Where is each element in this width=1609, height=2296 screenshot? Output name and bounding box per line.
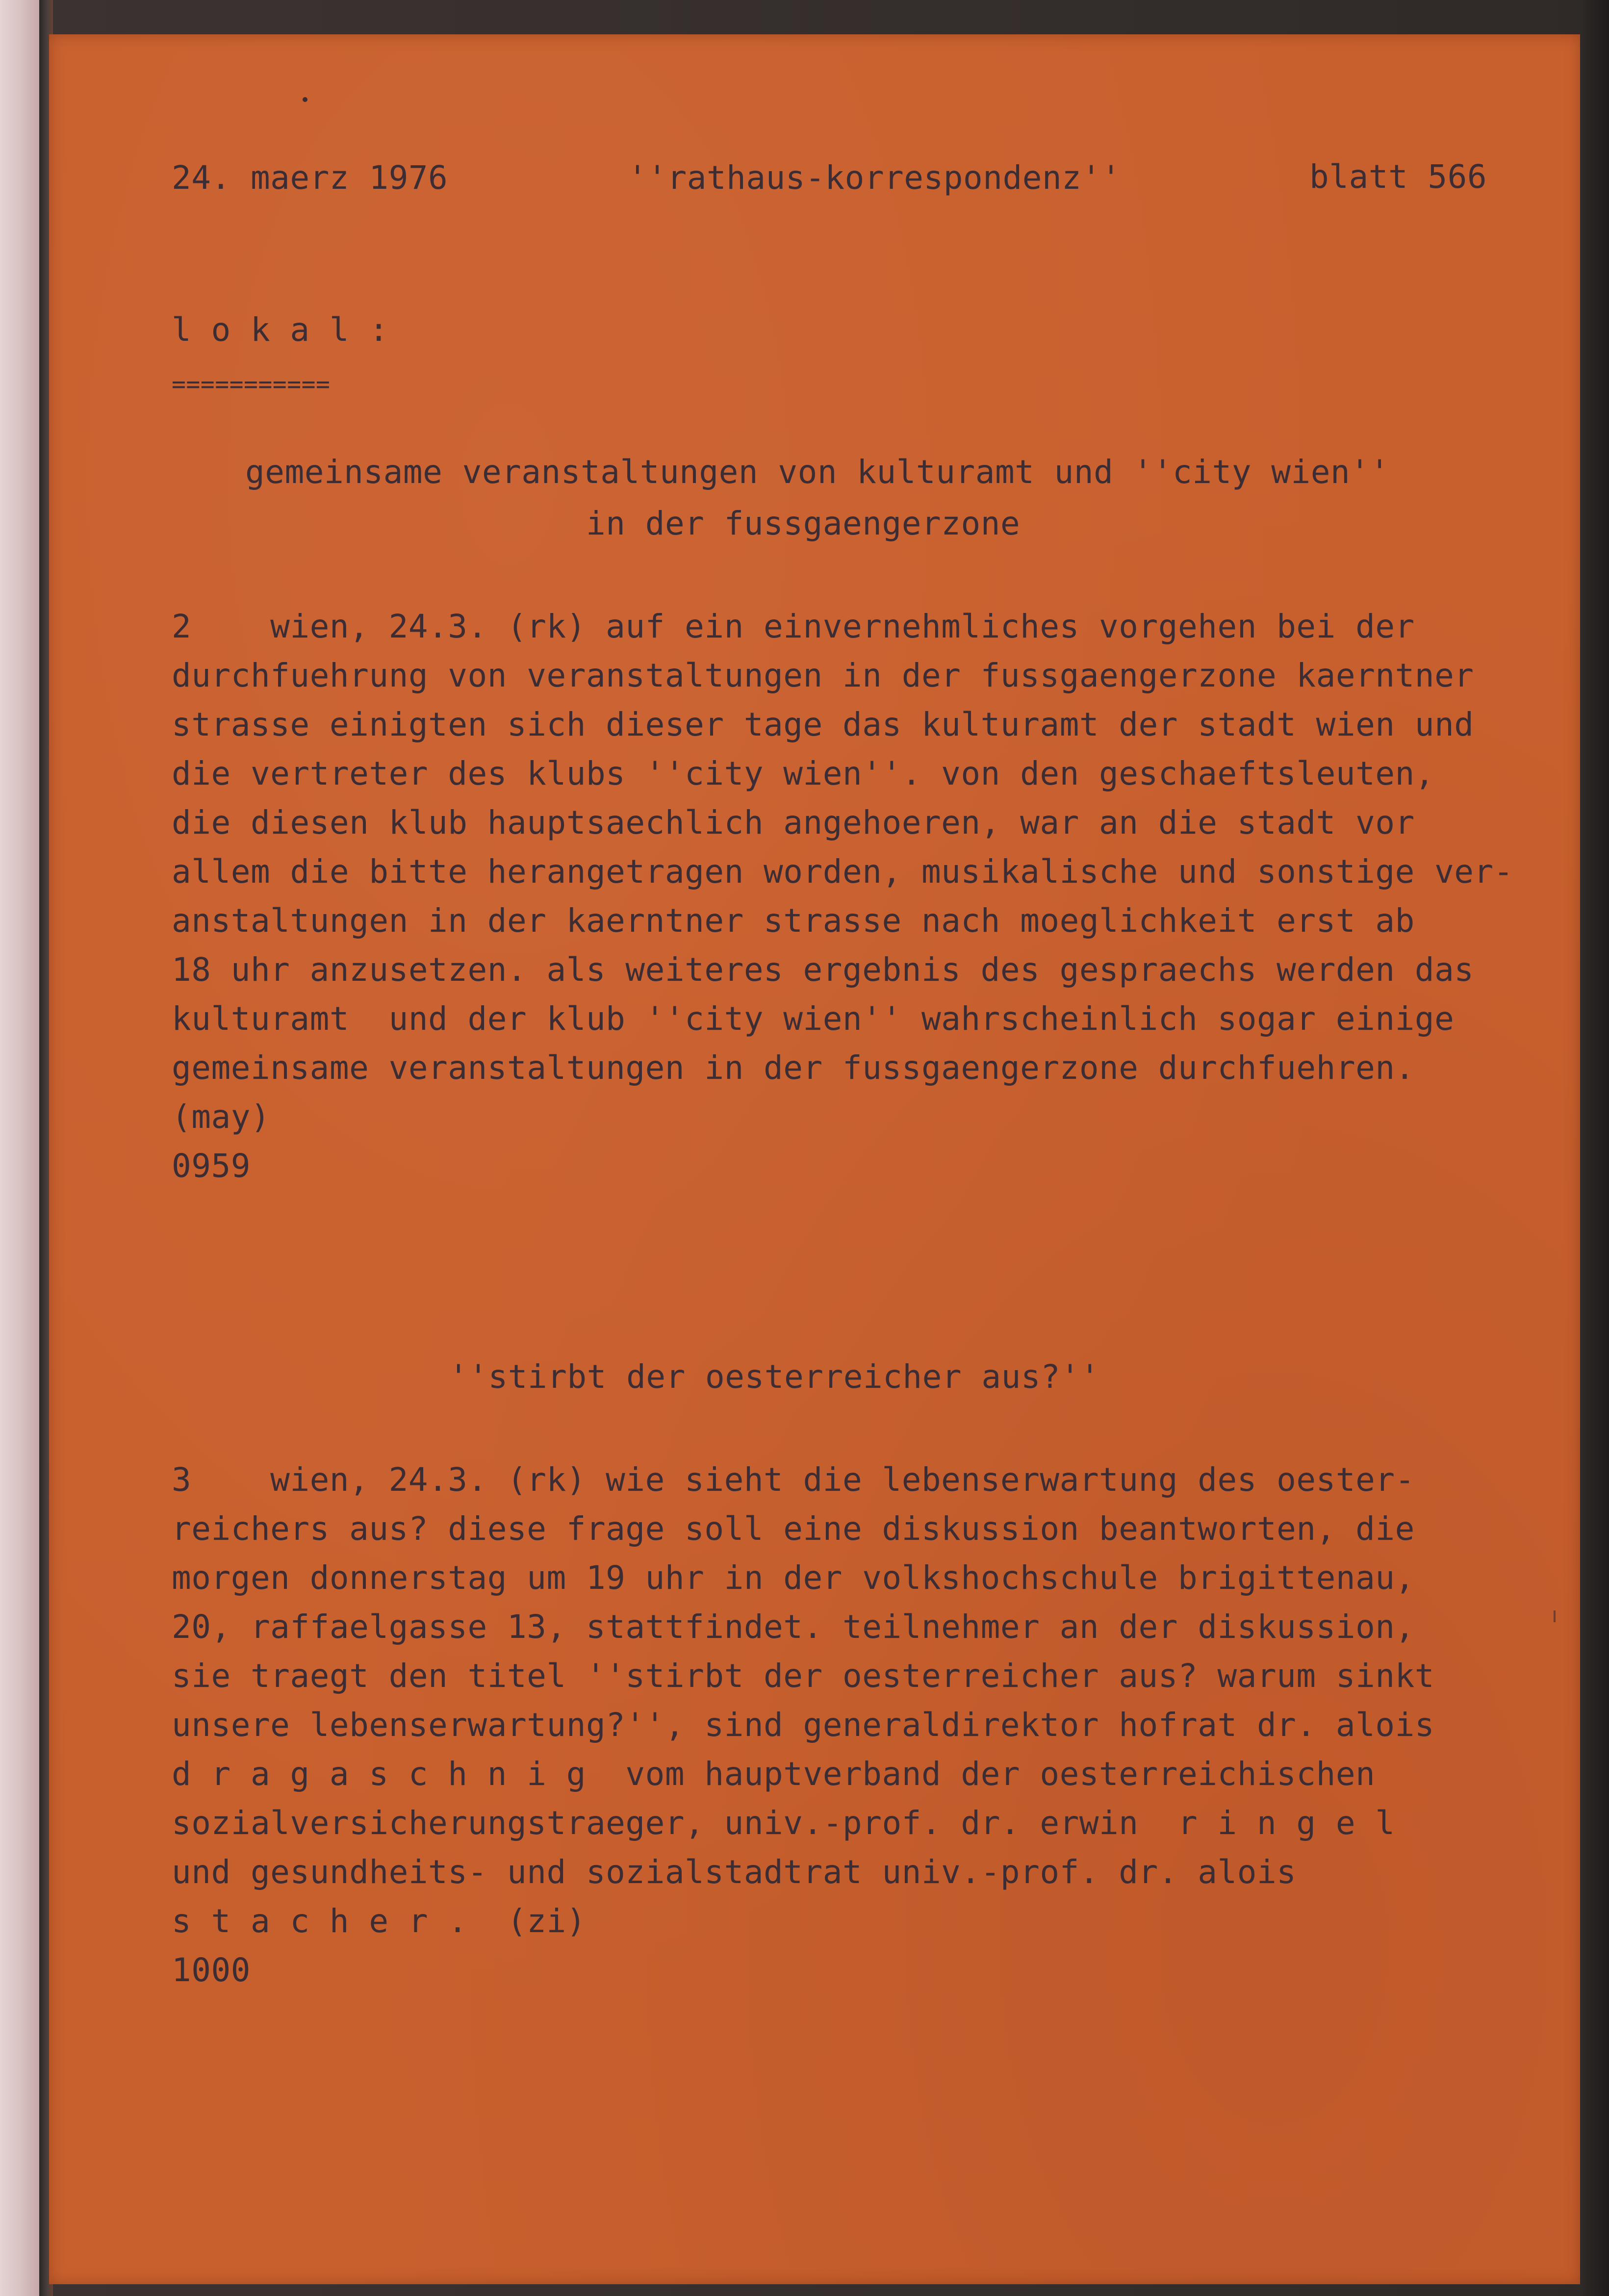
header-page-number: blatt 566: [1309, 158, 1487, 196]
ink-dot: [303, 97, 307, 102]
article1-line: allem die bitte herangetragen worden, musikalische und sonstige ver-: [172, 853, 1514, 891]
article2-line: reichers aus? diese frage soll eine diskussion beantworten, die: [172, 1510, 1415, 1548]
right-scan-border: [1580, 0, 1609, 2296]
article1-headline-line2: in der fussgaengerzone: [586, 505, 1021, 542]
article1-line: 2 wien, 24.3. (rk) auf ein einvernehmliches vorgehen bei der: [172, 608, 1415, 645]
article1-byline: (may): [172, 1098, 271, 1136]
article2-line: und gesundheits- und sozialstadtrat univ.-prof. dr. alois: [172, 1853, 1297, 1891]
article2-line: sie traegt den titel ''stirbt der oesterreicher aus? warum sinkt: [172, 1657, 1435, 1695]
article1-headline-line1: gemeinsame veranstaltungen von kulturamt und ''city wien'': [245, 453, 1390, 491]
article1-timestamp: 0959: [172, 1147, 251, 1185]
article1-line: anstaltungen in der kaerntner strasse nach moeglichkeit erst ab: [172, 902, 1415, 940]
article2-byline: s t a c h e r . (zi): [172, 1902, 586, 1940]
article2-line: unsere lebenserwartung?'', sind generaldirektor hofrat dr. alois: [172, 1706, 1435, 1744]
article2-line: 20, raffaelgasse 13, stattfindet. teilnehmer an der diskussion,: [172, 1608, 1415, 1646]
header-publication: ''rathaus-korrespondenz'': [628, 159, 1121, 197]
article1-line: kulturamt und der klub ''city wien'' wahrscheinlich sogar einige: [172, 1000, 1455, 1038]
article1-line: durchfuehrung von veranstaltungen in der fussgaengerzone kaerntner: [172, 657, 1474, 694]
article2-line: 3 wien, 24.3. (rk) wie sieht die lebenserwartung des oester-: [172, 1461, 1415, 1499]
article2-headline: ''stirbt der oesterreicher aus?'': [449, 1358, 1100, 1396]
article1-line: strasse einigten sich dieser tage das kulturamt der stadt wien und: [172, 706, 1474, 743]
article1-line: 18 uhr anzusetzen. als weiteres ergebnis des gespraechs werden das: [172, 951, 1474, 989]
article1-line: die vertreter des klubs ''city wien''. von den geschaeftsleuten,: [172, 755, 1435, 792]
section-underline: ===========: [172, 371, 331, 398]
adjacent-page-edge: [0, 0, 39, 2296]
article2-line: sozialversicherungstraeger, univ.-prof. dr. erwin r i n g e l: [172, 1804, 1395, 1842]
header-date: 24. maerz 1976: [172, 159, 448, 197]
document-page: [49, 34, 1580, 2284]
article2-line: d r a g a s c h n i g vom hauptverband der oesterreichischen: [172, 1755, 1376, 1793]
article1-line: die diesen klub hauptsaechlich angehoeren, war an die stadt vor: [172, 804, 1415, 842]
article2-line: morgen donnerstag um 19 uhr in der volkshochschule brigittenau,: [172, 1559, 1415, 1597]
section-title: l o k a l :: [172, 311, 389, 349]
margin-mark: [1554, 1610, 1556, 1622]
article1-line: gemeinsame veranstaltungen in der fussgaengerzone durchfuehren.: [172, 1049, 1415, 1087]
article2-timestamp: 1000: [172, 1951, 251, 1989]
